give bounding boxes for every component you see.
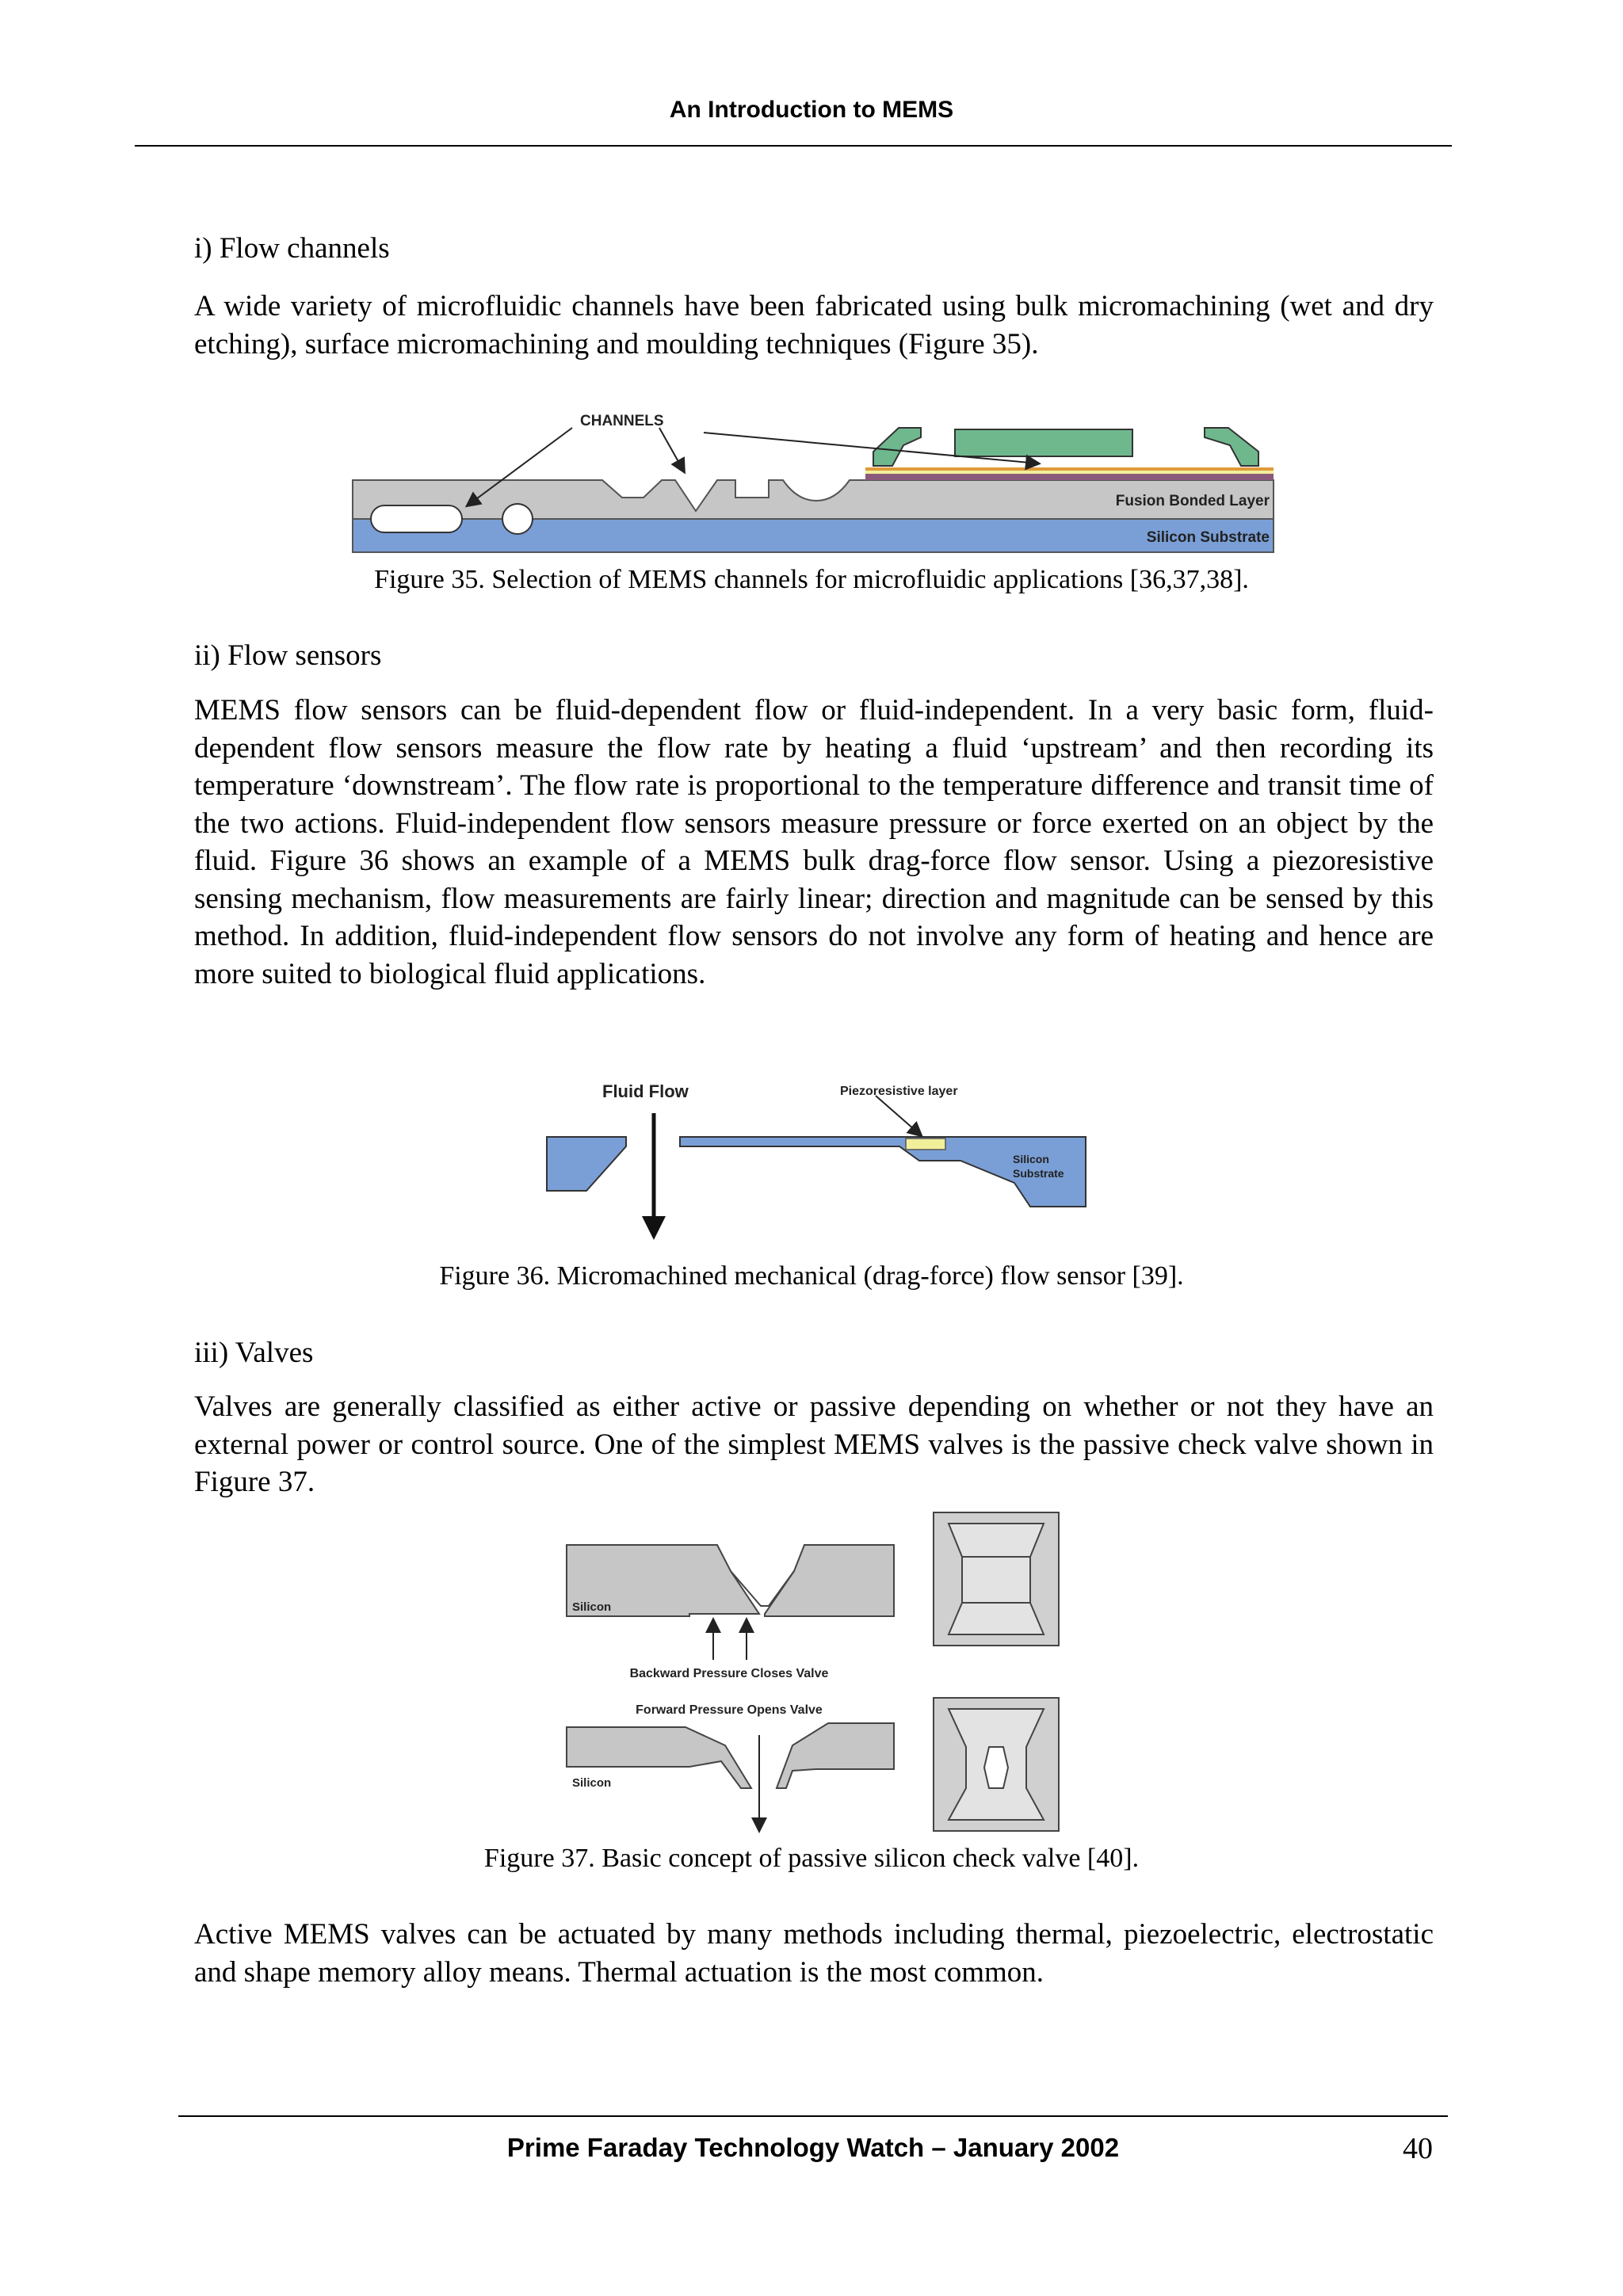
figure-35-caption: Figure 35. Selection of MEMS channels for microfluidic applications [36,37,38].	[374, 565, 1249, 594]
label-fluid-flow: Fluid Flow	[602, 1081, 689, 1101]
section-heading-valves: iii) Valves	[194, 1337, 314, 1369]
label-silicon-substrate: Silicon Substrate	[1146, 529, 1270, 546]
valve-open-right	[777, 1723, 894, 1788]
running-header: An Introduction to MEMS	[669, 97, 954, 123]
page-number: 40	[1403, 2132, 1433, 2165]
buried-channel-round	[502, 504, 533, 534]
fusion-layer-orange	[865, 467, 1274, 471]
label-silicon-top: Silicon	[572, 1600, 612, 1614]
label-silicon: Silicon	[1013, 1153, 1049, 1165]
fusion-layer-dark	[865, 474, 1274, 480]
buried-channel-oval	[371, 505, 462, 532]
section-heading-flow-channels: i) Flow channels	[194, 232, 390, 265]
figure-36	[539, 1074, 1094, 1240]
figure-35	[349, 404, 1284, 555]
green-channel-right	[1205, 428, 1258, 466]
green-channel-cap	[955, 429, 1132, 456]
footer-publication: Prime Faraday Technology Watch – January 2002	[506, 2133, 1120, 2162]
paragraph-active-valves: Active MEMS valves can be actuated by many methods including thermal, piezoelectric, electrostatic and shape memory alloy means. Thermal actuation is the most common.	[194, 1918, 1434, 1989]
header-rule	[135, 145, 1452, 147]
paragraph-valves: Valves are generally classified as either active or passive depending on whether or not they have an external power or control source. One of the simplest MEMS valves is the passive check valve shown in Figure 37.	[194, 1390, 1434, 1498]
label-piezoresistive-layer: Piezoresistive layer	[840, 1085, 958, 1098]
substrate-left	[547, 1137, 626, 1191]
section-heading-flow-sensors: ii) Flow sensors	[194, 639, 382, 672]
green-channel-left	[873, 428, 921, 466]
figure-35-diagram	[349, 404, 1284, 555]
piezoresistive-layer	[906, 1138, 945, 1150]
label-forward-pressure: Forward Pressure Opens Valve	[636, 1703, 823, 1717]
paragraph-flow-channels: A wide variety of microfluidic channels have been fabricated using bulk micromachining (wet and dry etching), surface micromachining and moulding techniques (Figure 35).	[194, 290, 1434, 360]
label-fusion-bonded-layer: Fusion Bonded Layer	[1115, 493, 1270, 509]
figure-36-caption: Figure 36. Micromachined mechanical (drag-force) flow sensor [39].	[439, 1261, 1184, 1291]
footer-rule	[178, 2115, 1448, 2117]
paragraph-flow-sensors: MEMS flow sensors can be fluid-dependent flow or fluid-independent. In a very basic form, fluid-dependent flow sensors measure the flow rate by heating a fluid ‘upstream’ and then recording its temperature ‘downstream’. The flow rate is proportional to the temperature difference and transit time of the two actions. Fluid-independent flow sensors measure pressure or force exerted on an object by the fluid. Figure 36 shows an example of a MEMS bulk drag-force flow sensor. Using a piezoresistive sensing mechanism, flow measurements are fairly linear; direction and magnitude can be sensed by this method. In addition, fluid-independent flow sensors do not involve any form of heating and hence are more suited to biological fluid applications.	[194, 694, 1434, 990]
figure-37-caption: Figure 37. Basic concept of passive silicon check valve [40].	[483, 1844, 1140, 1873]
label-substrate: Substrate	[1013, 1167, 1064, 1180]
silicon-substrate-layer	[353, 519, 1274, 552]
label-backward-pressure: Backward Pressure Closes Valve	[629, 1667, 829, 1680]
figure-36-diagram	[539, 1074, 1094, 1240]
figure-37	[563, 1509, 1070, 1838]
label-silicon-bottom: Silicon	[572, 1776, 612, 1790]
valve-closed-right	[765, 1545, 894, 1616]
label-channels: CHANNELS	[580, 413, 664, 429]
figure-37-diagram	[563, 1509, 1070, 1838]
